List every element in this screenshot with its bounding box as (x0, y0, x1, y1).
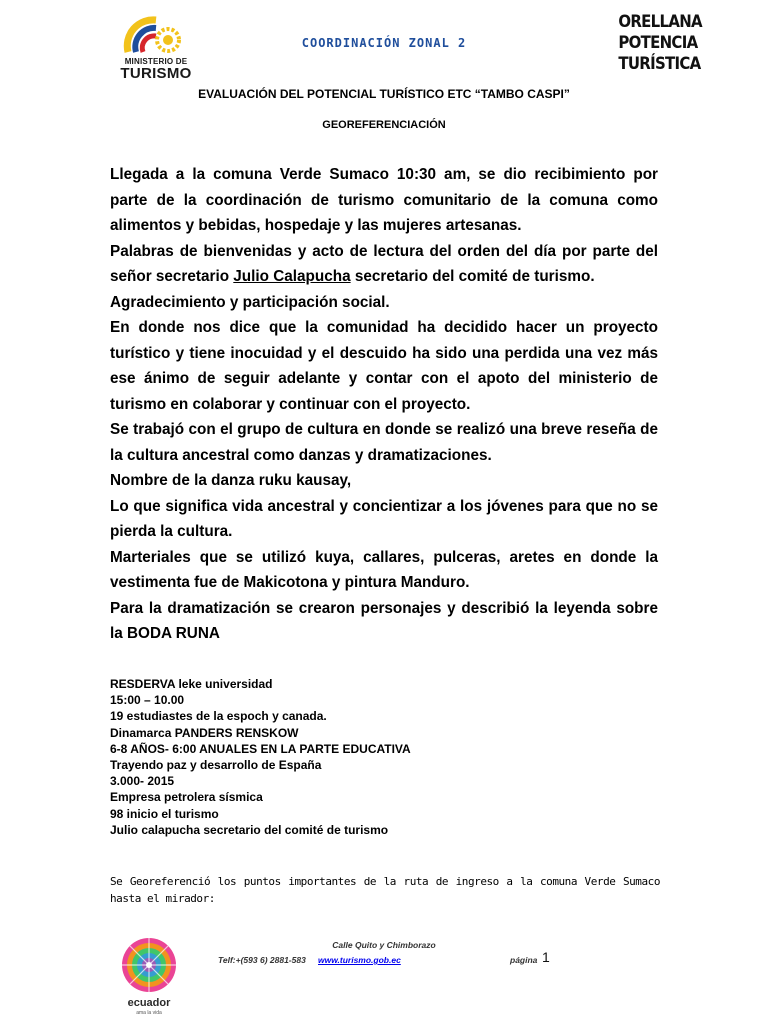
footer-phone: Telf:+(593 6) 2881-583 (218, 955, 306, 965)
ministry-logo-line1: MINISTERIO DE (124, 57, 188, 66)
note-line: 15:00 – 10.00 (110, 693, 185, 708)
footer-page-label: página (510, 955, 538, 965)
orellana-logo-line2: POTENCIA (618, 33, 698, 53)
georeference-paragraph: Se Georeferenció los puntos importantes de la ruta de ingreso a la comuna Verde Sumaco hasta el mirador: (110, 875, 660, 905)
note-line: 3.000- 2015 (110, 774, 175, 789)
welcome-text-end: secretario del comité de turismo. (350, 268, 595, 285)
orellana-logo-line1: ORELLANA (618, 12, 702, 32)
note-line: RESDERVA leke universidad (110, 677, 273, 691)
note-line: 98 inicio el turismo (110, 806, 219, 821)
footer-address: Calle Quito y Chimborazo (332, 940, 436, 950)
footer-website-link[interactable]: www.turismo.gob.ec (318, 955, 401, 965)
coordination-heading: COORDINACIÓN ZONAL 2 (301, 36, 467, 50)
note-line: Trayendo paz y desarrollo de España (110, 758, 322, 773)
note-line: 6-8 AÑOS- 6:00 ANUALES EN LA PARTE EDUCATIVA (110, 741, 411, 756)
welcome-text-start: Palabras de bienvenidas y acto de lectura del orden del día por parte del señor secretario (110, 242, 658, 285)
note-line: Julio calapucha secretario del comité de turismo (110, 822, 389, 837)
main-narrative (110, 162, 658, 647)
ministry-logo-line2: TURISMO (120, 65, 192, 82)
ministry-emblem-icon (110, 8, 202, 58)
note-line: Dinamarca PANDERS RENSKOW (110, 725, 299, 740)
note-line: 19 estudiastes de la espoch y canada. (110, 709, 327, 724)
page-number: 1 (542, 949, 550, 965)
paragraph-thanks: Agradecimiento y participación social. (110, 293, 390, 311)
paragraph-welcome (110, 239, 658, 290)
orellana-logo-line3: TURÍSTICA (618, 54, 701, 74)
ecuador-logo-tagline: ama la vida (136, 1010, 162, 1016)
paragraph-project: En donde nos dice que la comunidad ha decidido hacer un proyecto turístico y tiene inocuidad y el descuido ha sido una perdida una vez más ese ánimo de seguir adelante y contar con el apoto del ministerio de turismo en colaborar y continuar con el proyecto. (110, 319, 658, 413)
paragraph-culture: Se trabajó con el grupo de cultura en donde se realizó una breve reseña de la cultura ancestral como danzas y dramatizaciones. (110, 421, 658, 464)
document-title: EVALUACIÓN DEL POTENCIAL TURÍSTICO ETC “TAMBO CASPI” (198, 87, 570, 101)
document-subtitle: GEOREFERENCIACIÓN (322, 119, 446, 131)
paragraph-meaning: Lo que significa vida ancestral y concientizar a los jóvenes para que no se pierda la cultura. (110, 497, 658, 540)
orellana-logo (614, 12, 702, 79)
paragraph-dance-name: Nombre de la danza ruku kausay, (110, 472, 352, 489)
notes-list (110, 676, 411, 838)
ecuador-logo-word: ecuador (127, 997, 171, 1009)
note-line: Empresa petrolera sísmica (110, 790, 263, 805)
paragraph-drama: Para la dramatización se crearon personajes y describió la leyenda sobre la BODA RUNA (110, 599, 658, 642)
paragraph-materials: Marteriales que se utilizó kuya, callares, pulceras, aretes en donde la vestimenta fue de Makicotona y pintura Manduro. (110, 548, 658, 591)
paragraph-arrival: Llegada a la comuna Verde Sumaco 10:30 am, se dio recibimiento por parte de la coordinación de turismo comunitario de la comuna como alimentos y bebidas, hospedaje y las mujeres artesanas. (110, 166, 658, 234)
secretary-name: Julio Calapucha (233, 268, 351, 285)
